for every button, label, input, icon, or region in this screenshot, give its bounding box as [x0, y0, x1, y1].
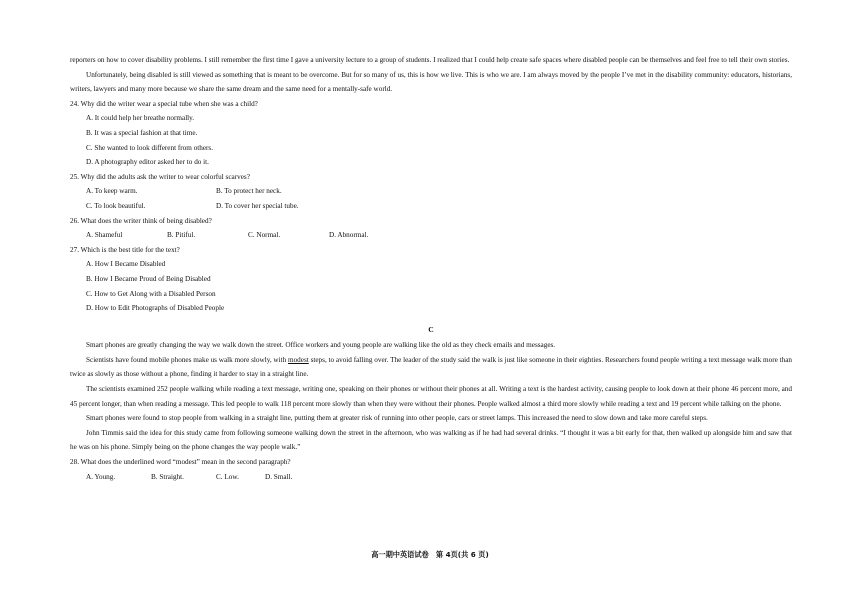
section-c-heading: C: [428, 324, 434, 334]
question-28-option-c: C. Low.: [216, 472, 239, 481]
section-c-paragraph-4: Smart phones were found to stop people from walking in a straight line, putting them at greater risk of running into other people, cars or street lamps. This increased the need to slow down and take more careful steps.: [86, 414, 708, 423]
section-c-paragraph-5: John Timmis said the idea for this study came from following someone walking down the street in the afternoon, who was walking as if he had had several drinks. “I thought it was a bit early for that, then walked up alongside him and saw that he was on his phone. Simply being on the phone changes the way people walk.”: [70, 428, 792, 452]
question-25-option-c: C. To look beautiful.: [86, 201, 146, 210]
underlined-word-modest: modest: [288, 355, 309, 364]
question-24-option-a: A. It could help her breathe normally.: [86, 114, 195, 123]
section-c-paragraph-2: [70, 353, 792, 382]
question-27-stem: 27. Which is the best title for the text?: [70, 245, 180, 254]
question-28-option-a: A. Young.: [86, 472, 116, 481]
page-footer: 高一期中英语试卷 第 4页(共 6 页): [371, 550, 489, 559]
question-25-options-row-1: [70, 184, 792, 199]
question-27-option-d: D. How to Edit Photographs of Disabled People: [86, 304, 225, 313]
passage-b-paragraph-2: Unfortunately, being disabled is still viewed as something that is meant to be overcome. But for so many of us, this is how we live. This is who we are. I am always moved by the people I’ve met in the disability community: educators, historians, writers, lawyers and many more because we share the same dream and the same need for a mentally-safe world.: [70, 70, 792, 94]
passage-b-paragraph-1: reporters on how to cover disability problems. I still remember the first time I gave a university lecture to a group of students. I realized that I could help create safe spaces where disabled people can be themselves and feel free to tell their own stories.: [70, 56, 790, 64]
question-26-stem: 26. What does the writer think of being disabled?: [70, 216, 212, 225]
paragraph-2-lead: Scientists have found mobile phones make us walk more slowly, with: [86, 355, 288, 364]
question-25-options-row-2: [70, 199, 792, 214]
question-26-option-a: A. Shameful: [86, 231, 123, 240]
question-27-option-c: C. How to Get Along with a Disabled Person: [86, 289, 216, 298]
question-28-option-b: B. Straight.: [151, 472, 184, 481]
page-content: [70, 53, 792, 484]
question-26-option-c: C. Normal.: [248, 231, 281, 240]
section-c-paragraph-1: Smart phones are greatly changing the way we walk down the street. Office workers and young people are walking like the old as they check emails and messages.: [86, 341, 556, 350]
question-26-options-row: [70, 228, 792, 243]
question-25-option-b: B. To protect her neck.: [216, 187, 282, 196]
question-27-option-b: B. How I Became Proud of Being Disabled: [86, 274, 211, 283]
question-24-option-b: B. It was a special fashion at that time.: [86, 128, 198, 137]
question-24-stem: 24. Why did the writer wear a special tube when she was a child?: [70, 99, 258, 108]
question-26-option-d: D. Abnormal.: [329, 231, 369, 240]
section-c-paragraph-3: The scientists examined 252 people walking while reading a text message, writing one, speaking on their phones or without their phones at all. Writing a text is the hardest activity, causing people to look down at their phone 46 percent more, and 45 percent longer, than when reading a message. This led people to walk 118 percent more slowly than when they were without their phones. People walked almost a third more slowly while reading a text and 19 percent while talking on the phone.: [70, 385, 792, 408]
paragraph-2-rest: steps, to avoid falling over. The leader of the study said the walk is just like someone in their eighties. Researchers found people writing a text message walk more than twice as slowly as those without a phone, finding it harder to stay in a straight line.: [70, 355, 792, 379]
question-25-option-d: D. To cover her special tube.: [216, 201, 299, 210]
question-25-option-a: A. To keep warm.: [86, 187, 138, 196]
question-28-option-d: D. Small.: [265, 472, 293, 481]
question-24-option-c: C. She wanted to look different from others.: [86, 143, 214, 152]
question-28-stem: 28. What does the underlined word “modest” mean in the second paragraph?: [70, 458, 291, 467]
question-28-options-row: [70, 470, 792, 485]
question-26-option-b: B. Pitiful.: [167, 231, 196, 240]
question-25-stem: 25. Why did the adults ask the writer to wear colorful scarves?: [70, 172, 250, 181]
question-24-option-d: D. A photography editor asked her to do it.: [86, 158, 209, 167]
question-27-option-a: A. How I Became Disabled: [86, 260, 166, 269]
